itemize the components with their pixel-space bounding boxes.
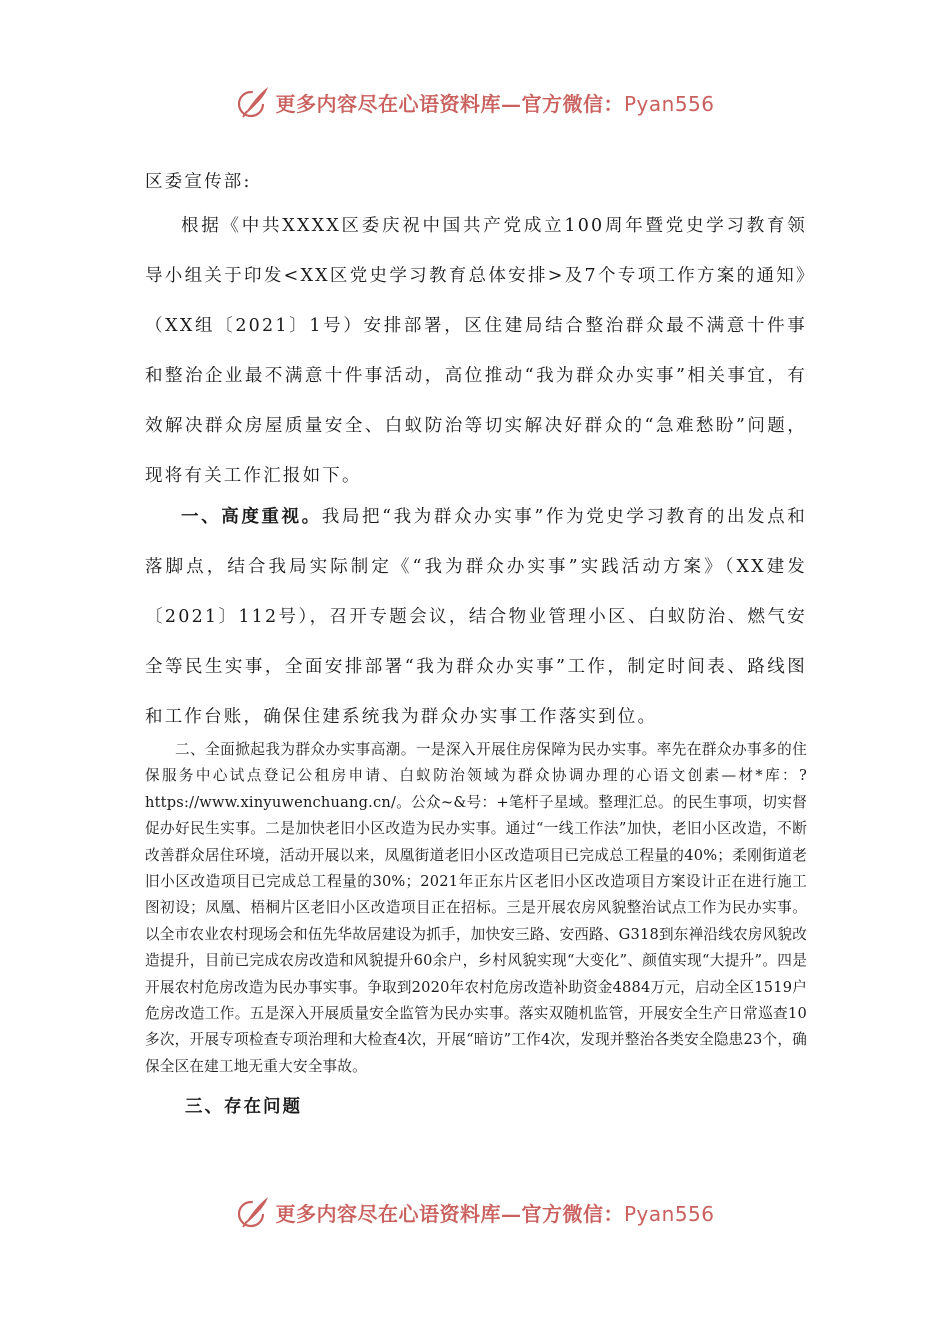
section-1-paragraph [145,492,807,742]
quill-pen-logo [235,1194,271,1230]
footer-banner [0,1192,950,1232]
section-2-paragraph: 二、全面掀起我为群众办实事高潮。一是深入开展住房保障为民办实事。率先在群众办事多的住保服务中心试点登记公租房申请、白蚁防治领域为群众协调办理的心语文创素—材*库：?https://www.xinyuwenchuang.cn/。公众~&号：+笔杆子星域。整理汇总。的民生事项，切实督促办好民生实事。二是加快老旧小区改造为民办实事。通过“一线工作法”加快，老旧小区改造，不断改善群众居住环境，活动开展以来，凤凰街道老旧小区改造项目已完成总工程量的40%；柔刚街道老旧小区改造项目已完成总工程量的30%；2021年正东片区老旧小区改造项目方案设计正在进行施工图初设；凤凰、梧桐片区老旧小区改造项目正在招标。三是开展农房风貌整治试点工作为民办实事。以全市农业农村现场会和伍先华故居建设为抓手，加快安三路、安西路、G318到东禅沿线农房风貌改造提升，目前已完成农房改造和风貌提升60余户，乡村风貌实现“大变化”、颜值实现“大提升”。四是开展农村危房改造为民办事实事。争取到2020年农村危房改造补助资金4884万元，启动全区1519户危房改造工作。五是深入开展质量安全监管为民办实事。落实双随机监管，开展安全生产日常巡查10多次，开展专项检查专项治理和大检查4次，开展“暗访”工作4次，发现并整治各类安全隐患23个，确保全区在建工地无重大安全事故。 [145,741,807,1075]
section-3-heading: 三、存在问题 [185,1097,302,1117]
section-1-heading: 一、高度重视。 [181,507,322,527]
banner-text: 更多内容尽在心语资料库—官方微信：Pyan556 [275,91,715,116]
banner-wechat-id: Pyan556 [623,1201,715,1226]
banner-text: 更多内容尽在心语资料库—官方微信：Pyan556 [275,1201,715,1226]
section-1-body: 我局把“我为群众办实事”作为党史学习教育的出发点和落脚点，结合我局实际制定《“我为群众办实事”实践活动方案》（XX建发〔2021〕112号），召开专题会议，结合物业管理小区、白蚁防治、燃气安全等民生实事，全面安排部署“我为群众办实事”工作，制定时间表、路线图和工作台账，确保住建系统我为群众办实事工作落实到位。 [145,507,807,727]
header-banner [0,82,950,122]
salutation: 区委宣传部: [145,172,252,192]
banner-wechat-id: Pyan556 [623,91,715,116]
quill-pen-logo [235,84,271,120]
intro-paragraph: 根据《中共XXXX区委庆祝中国共产党成立100周年暨党史学习教育领导小组关于印发<XX区党史学习教育总体安排>及7个专项工作方案的通知》（XX组〔2021〕1号）安排部署，区住建局结合整治群众最不满意十件事和整治企业最不满意十件事活动，高位推动“我为群众办实事”相关事宜，有效解决群众房屋质量安全、白蚁防治等切实解决好群众的“急难愁盼”问题，现将有关工作汇报如下。 [145,216,807,486]
